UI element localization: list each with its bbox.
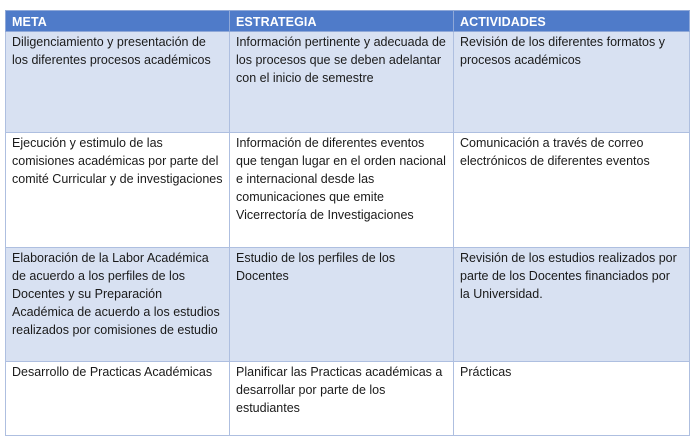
cell-estrategia: Información pertinente y adecuada de los procesos que se deben adelantar con el inicio de semestre: [230, 32, 454, 133]
header-estrategia: ESTRATEGIA: [230, 11, 454, 32]
header-actividades: ACTIVIDADES: [454, 11, 690, 32]
cell-estrategia: Información de diferentes eventos que tengan lugar en el orden nacional e internacional desde las comunicaciones que emite Vicerrectoría de Investigaciones: [230, 133, 454, 248]
table-row: [6, 248, 690, 362]
table-row: [6, 362, 690, 436]
table-row: [6, 32, 690, 133]
plan-table: [5, 10, 690, 436]
cell-actividades: Revisión de los estudios realizados por parte de los Docentes financiados por la Universidad.: [454, 248, 690, 362]
cell-meta: Desarrollo de Practicas Académicas: [6, 362, 230, 436]
cell-estrategia: Estudio de los perfiles de los Docentes: [230, 248, 454, 362]
cell-estrategia: Planificar las Practicas académicas a desarrollar por parte de los estudiantes: [230, 362, 454, 436]
header-row: [6, 11, 690, 32]
cell-meta: Ejecución y estimulo de las comisiones académicas por parte del comité Curricular y de investigaciones: [6, 133, 230, 248]
cell-meta: Diligenciamiento y presentación de los diferentes procesos académicos: [6, 32, 230, 133]
cell-meta: Elaboración de la Labor Académica de acuerdo a los perfiles de los Docentes y su Preparación Académica de acuerdo a los estudios realizados por comisiones de estudio: [6, 248, 230, 362]
cell-actividades: Comunicación a través de correo electrónicos de diferentes eventos: [454, 133, 690, 248]
document-page: [5, 10, 689, 436]
cell-actividades: Prácticas: [454, 362, 690, 436]
header-meta: META: [6, 11, 230, 32]
cell-actividades: Revisión de los diferentes formatos y procesos académicos: [454, 32, 690, 133]
table-row: [6, 133, 690, 248]
